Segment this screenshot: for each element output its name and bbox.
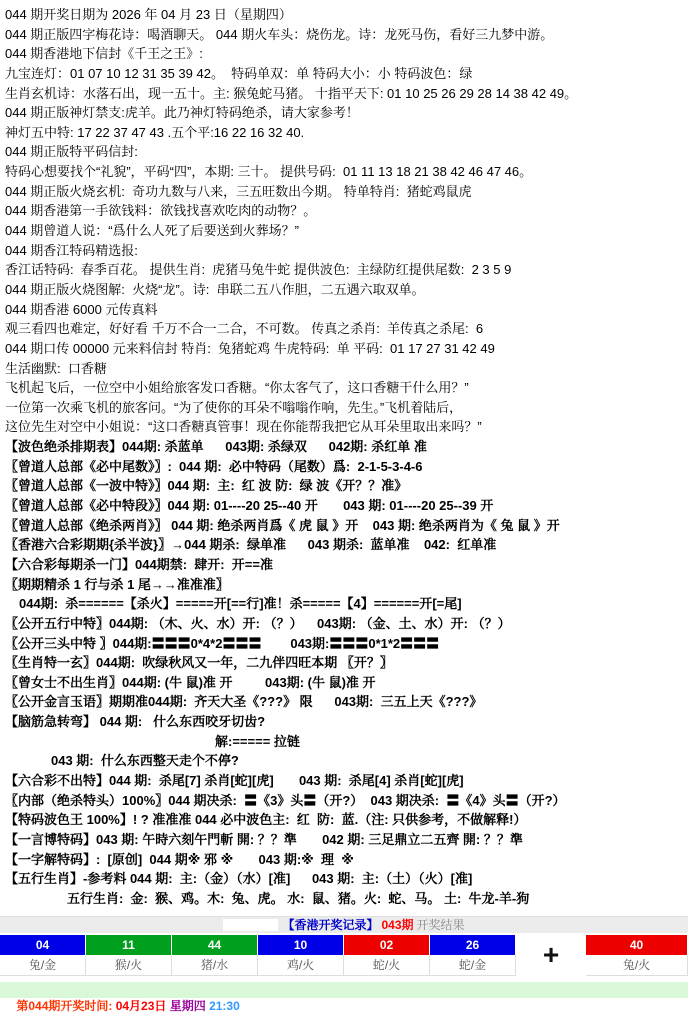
ball-number: 44 <box>172 935 257 955</box>
ball-label: 蛇/金 <box>430 955 516 976</box>
text-line: 〖公开金言玉语〗期期准044期: 齐天大圣《???》 限 043期: 三五上天《???》 <box>5 694 483 710</box>
text-line: 这位先生对空中小姐说：“这口香糖真管事！现在你能帮我把它从耳朵里取出来吗？” <box>5 419 482 435</box>
text-line: 【六合彩每期杀一门】044期禁: 肆开: 开==准 <box>5 556 273 572</box>
ball-label: 鸡/火 <box>258 955 344 976</box>
result-ball <box>258 935 344 976</box>
text-line: 043 期: 什么东西整天走个不停? <box>51 753 239 769</box>
text-line: 044 期正版神灯禁支:虎羊。此乃神灯特码绝杀，请大家参考！ <box>5 105 359 121</box>
text-line: 一位第一次乘飞机的旅客问。“为了使你的耳朵不嗡嗡作响，先生。”飞机着陆后， <box>5 399 463 415</box>
result-ball <box>430 935 516 976</box>
ball-number: 04 <box>0 935 85 955</box>
results-suffix: 开奖结果 <box>416 918 465 933</box>
result-ball <box>0 935 86 976</box>
text-line: 044 期正版特平码信封: <box>5 144 138 160</box>
text-line: 044 期曾道人说：“爲什么人死了后要送到火葬场？” <box>5 223 299 239</box>
results-header <box>0 916 688 933</box>
ball-label: 蛇/火 <box>344 955 430 976</box>
text-line: 044 期香港地下信封《千王之王》: <box>5 46 203 62</box>
results-issue-badge: 043期 <box>381 918 414 933</box>
ball-label: 猴/火 <box>86 955 172 976</box>
text-line: 解:===== 拉链 <box>215 733 300 749</box>
text-line: 044 期正版火烧图解: 火烧“龙”。诗: 串联二五八作胆，二五遇六取双单。 <box>5 281 425 297</box>
text-line: 飞机起飞后，一位空中小姐给旅客发口香糖。“你太客气了，这口香糖干什么用？” <box>5 380 469 396</box>
lottery-results-panel <box>0 916 688 1014</box>
text-line: 044 期正版火烧玄机: 奇功九数与八来，三五旺数出今期。 特单特肖: 猪蛇鸡鼠虎 <box>5 183 472 199</box>
ball-label: 兔/金 <box>0 955 86 976</box>
text-line: 〖曾道人总部《必中特段》〗044 期: 01----20 25--40 开 043 期: 01----20 25--39 开 <box>5 498 494 514</box>
text-line: 044 期口传 00000 元来料信封 特肖: 兔猪蛇鸡 牛虎特码: 单 平码: 01 17 27 31 42 49 <box>5 340 495 356</box>
text-line: 【波色绝杀排期表】044期: 杀蓝单 043期: 杀绿双 042期: 杀红单 准 <box>5 439 427 455</box>
result-ball <box>172 935 258 976</box>
text-line: 044期: 杀======【杀火】=====开[==行]准！杀=====【4】======开[=尾] <box>19 596 462 612</box>
ball-label: 兔/火 <box>586 955 688 976</box>
text-line: 【六合彩不出特】044 期: 杀尾[7] 杀肖[蛇][虎] 043 期: 杀尾[4] 杀肖[蛇][虎] <box>5 772 464 788</box>
ball-number: 11 <box>86 935 171 955</box>
text-line: 生肖玄机诗：水落石出，现一五十。主: 猴兔蛇马猪。 十指平天下: 01 10 25 26 29 28 14 38 42 49。 <box>5 85 578 101</box>
ball-number: 40 <box>586 935 687 955</box>
text-line: 〖曾道人总部《绝杀两肖》〗 044 期: 绝杀两肖爲《 虎 鼠 》开 043 期: 绝杀两肖为《 兔 鼠 》开 <box>5 517 560 533</box>
results-title: 【香港开奖记录】 <box>282 918 379 933</box>
text-line: 044 期开奖日期为 2026 年 04 月 23 日（星期四） <box>5 7 292 22</box>
ball-number: 10 <box>258 935 343 955</box>
text-line: 【一言博特码】043 期: 午時六刻午門斬 開: ？？準 042 期: 三足鼎立二五齊 開: ？？準 <box>5 831 523 847</box>
text-line: 044 期正版四字梅花诗：喝酒聊天。 044 期火车头：烧伤龙。诗：龙死马伤，看好三九梦中游。 <box>5 26 554 42</box>
text-line: 观三看四也难定，好好看 千万不合一二合，不可数。 传真之杀肖: 羊传真之杀尾: 6 <box>5 321 484 337</box>
text-line: 【一字解特码】: [原创] 044 期※ 邪 ※ 043 期:※ 理 ※ <box>5 851 354 867</box>
result-ball <box>344 935 430 976</box>
draw-time-label: 第044期开奖时间: <box>16 999 116 1014</box>
ball-label: 猪/水 <box>172 955 258 976</box>
text-line: 〖曾道人总部《一波中特》〗044 期: 主: 红 波 防: 绿 波《开？？准》 <box>5 478 408 494</box>
text-line: 〖香港六合彩期期{杀半波}〗→044 期杀: 绿单准 043 期杀: 蓝单准 042: 红单准 <box>5 537 497 553</box>
text-line: 【五行生肖】-参考料 044 期: 主:（金）（水）[准] 043 期: 主:（土）（火）[准] <box>5 871 473 887</box>
text-line: 特码心想要找个“礼貌”，平码“四”，本期: 三十。 提供号码: 01 11 13 18 21 38 42 46 47 46。 <box>5 164 533 180</box>
plus-sign: + <box>516 935 586 975</box>
ball-number: 26 <box>430 935 515 955</box>
draw-time: 21:30 <box>209 999 240 1014</box>
drawn-numbers-row <box>0 935 688 976</box>
text-line: 〖期期精杀 1 行与杀 1 尾→→准准准〗 <box>5 576 229 592</box>
text-line: 神灯五中特: 17 22 37 47 43 .五个平:16 22 16 32 40. <box>5 124 305 140</box>
text-line: 【脑筋急转弯】 044 期: 什么东西咬牙切齿? <box>5 714 266 730</box>
text-line: 〖生肖特一玄〗044期: 吹绿秋风又一年，二九伴四旺本期 〖开？〗 <box>5 655 393 671</box>
text-line: 〖公开三头中特 〗044期:〓〓〓0*4*2〓〓〓 043期:〓〓〓0*1*2〓〓〓 <box>5 635 440 651</box>
result-ball <box>86 935 172 976</box>
special-result-ball <box>586 935 688 976</box>
ball-number: 02 <box>344 935 429 955</box>
text-line: 香江话特码: 春季百花。 提供生肖: 虎猪马兔牛蛇 提供波色: 主绿防红提供尾数: 2 3 5 9 <box>5 262 512 278</box>
draw-date: 04月23日 <box>115 999 170 1014</box>
text-line: 044 期香港第一手欲钱料：欲钱找喜欢吃肉的动物？。 <box>5 203 317 219</box>
text-line: 九宝连灯：01 07 10 12 31 35 39 42。 特码单双：单 特码大小：小 特码波色：绿 <box>5 65 473 81</box>
text-line: 044 期香港 6000 元传真料 <box>5 301 158 317</box>
text-line: 【特码波色王 100%】! ? 准准准 044 必中波色主: 红 防: 蓝.（注: 只供参考，不做解释!） <box>5 812 527 828</box>
text-line: 〖公开五行中特〗044期: （木、火、水）开: （？） 043期: （金、土、水）开: （？） <box>5 615 511 631</box>
draw-time-footer <box>0 982 688 1014</box>
draw-weekday: 星期四 <box>169 999 210 1014</box>
text-line: 五行生肖: 金: 猴、鸡。木: 兔、虎。 水: 鼠、猪。火: 蛇、马。 土: 牛龙-羊-狗 <box>67 890 530 906</box>
text-line: 〖曾道人总部《必中尾数》〗: 044 期: 必中特码（尾数）爲: 2-1-5-3-4-6 <box>5 458 423 474</box>
text-line: 〖曾女士不出生肖〗044期: (牛 鼠)准 开 043期: (牛 鼠)准 开 <box>5 674 376 690</box>
text-line: 044 期香江特码精选报: <box>5 242 138 258</box>
header-blank-box <box>223 919 278 931</box>
text-line: 〖内部（绝杀特头）100%〗044 期决杀: 〓《3》头〓（开?） 043 期决杀: 〓《4》头〓（开?） <box>5 792 566 808</box>
text-line: 生活幽默: 口香糖 <box>5 360 107 376</box>
